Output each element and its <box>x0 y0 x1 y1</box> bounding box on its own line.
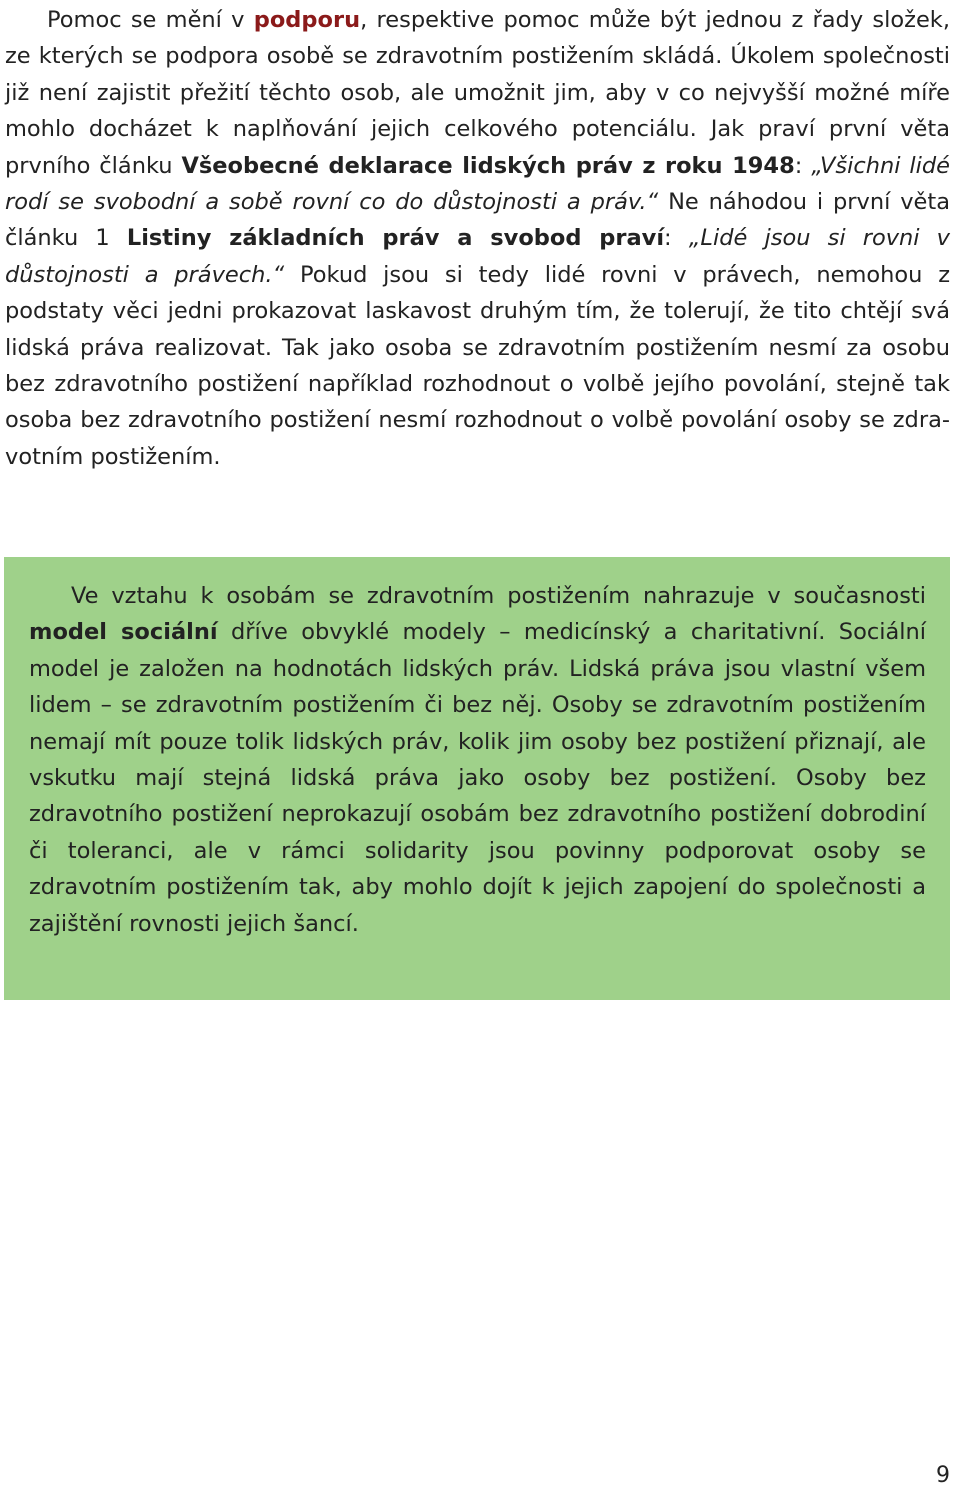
box-text-2: dříve obvyklé modely – medicínský a charitativní. Sociální model je založen na hodnotách lidských práv. Lidská práva jsou vlastní všem lidem – se zdravotním postižením či bez něj. Osoby se zdravotním postižením nemají mít pouze tolik lidských práv, kolik jim osoby bez postižení přiznají, ale vskutku mají stejná lidská práva jako osoby bez postižení. Osoby bez zdravotního postižení neprokazují osobám bez zdravotního postižení dobrodiní či toleranci, ale v rámci solidarity jsou povinny podporovat osoby se zdravotním postižením tak, aby mohlo dojít k jejich zapojení do společnosti a zajištění rovnosti jejich šancí. <box>29 619 927 937</box>
highlight-box <box>4 557 950 1000</box>
term-model-socialni: model sociální <box>29 619 218 646</box>
paragraph-text-1: Pomoc se mění v <box>47 7 254 33</box>
page-number: 9 <box>936 1463 950 1488</box>
paragraph-text-4: Pokud jsou si tedy lidé rovni v právech, nemohou z podstaty věci jedni prokazovat laskavost druhým tím, že tolerují, že tito chtějí svá lidská práva realizovat. Tak jako osoba se zdravotním postižením nesmí za osobu bez zdravotního postižení například rozhodnout o volbě jejího povolání, stejně tak osoba bez zdravotního postižení nesmí rozhodnout o volbě povolání osoby se zdravotním postižením. <box>5 261 951 470</box>
paragraph-colon-1: : <box>794 152 812 179</box>
paragraph-colon-2: : <box>664 225 689 252</box>
term-udhr: Všeobecné deklarace lidských práv z roku 1948 <box>181 152 795 179</box>
paragraph-text-2: , respektive pomoc může být jednou z řady složek, ze kterých se podpora osobě se zdravotním postižením skládá. Úkolem společnosti již není zajistit přežití těchto osob, ale umožnit jim, aby v co nejvyšší možné míře mohlo docházet k naplňování jejich celkového potenciálu. Jak praví první věta prvního článku <box>5 7 950 179</box>
term-podpora: podporu <box>253 7 361 33</box>
body-paragraph <box>5 2 950 475</box>
quote-listina: „Lidé jsou si rovni v důstojnosti a právech.“ <box>5 225 951 288</box>
highlight-box-text <box>29 578 926 942</box>
paragraph-text-3: Ne náhodou i první věta článku 1 <box>5 189 950 252</box>
term-listina: Listiny základních práv a svobod praví <box>126 225 665 252</box>
box-text-1: Ve vztahu k osobám se zdravotním postižením nahrazuje v současnosti <box>71 583 926 609</box>
quote-udhr: „Všichni lidé rodí se svobodní a sobě rovní co do důstojnosti a práv.“ <box>5 152 951 216</box>
